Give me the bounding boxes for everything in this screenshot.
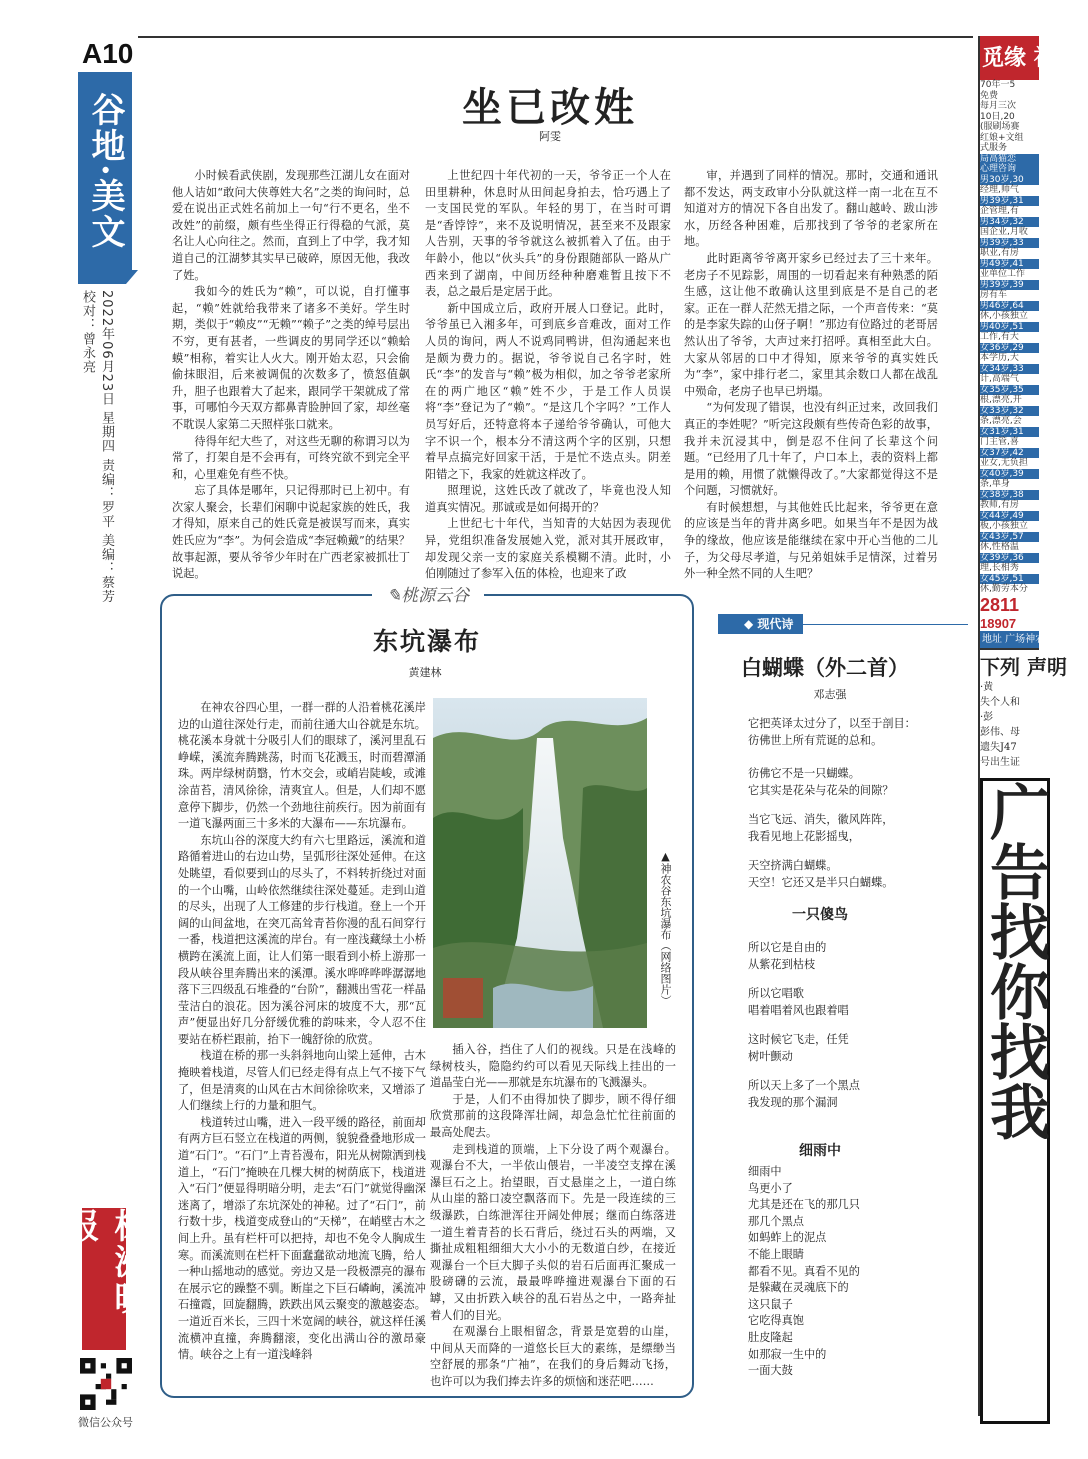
strip-ad-line: 职业,有房 — [980, 248, 1019, 258]
paragraph: 此时距离爷爷离开家乡已经过去了三十来年。老房子不见踪影，周围的一切看起来有种熟悉的陌生感，这让他不敢确认这里到底是不是自己的老家。正在一群人茫然无措之际，一个声音传来：“莫的是李家失踪的山伢子啊！”那边有位路过的老哥居然认出了爷爷，大声过来打招呼。真相至此大白。大家从邻居的口中才得知，原来爷爷的真实姓氏为“李”，家中排行老二，家里其余数口人都在战乱中殒命，老房子也早已坍塌。 — [684, 251, 938, 398]
newspaper-logo: 株洲晚报 — [82, 1208, 126, 1350]
strip-ad-line: 男34岁,32 — [980, 217, 1039, 228]
strip-ad-line: 工作,有大 — [980, 332, 1019, 342]
feature-column-2 — [430, 1042, 676, 1390]
strip-ad-line: 每月三次 — [980, 101, 1017, 111]
declaration-line: ·黄 — [980, 681, 994, 693]
poem-line: 如那寂一生中的 — [748, 1347, 827, 1361]
strip-ad-line: 休,性格温 — [980, 542, 1019, 552]
poem-line: 它吃得真饱 — [748, 1314, 804, 1328]
poem-line: 它其实是花朵与花朵的间隙？ — [748, 783, 894, 797]
strip-ad-line: 板,小孩独立 — [980, 521, 1028, 531]
poem-line: 肚皮隆起 — [748, 1330, 793, 1344]
paragraph: 我如今的姓氏为“赖”，可以说，自打懂事起，“赖”姓就给我带来了诸多不美好。学生时期，类似于“赖皮”“无赖”“赖子”之类的绰号层出不穷，更有甚者，一些调皮的男同学还以“赖蛤蟆”相称，着实让人火大。刚开始太忍，只会偷偷抹眼泪，后来被调侃的次数多了，愤怒值飙升，胆子也跟着大了起来，跟同学干架就成了常事，可哪怕今天双方都鼻青脸肿回了家，却丝毫不耽误人家第二天照样张口就来。 — [172, 285, 410, 431]
feature-column-1 — [178, 700, 426, 1364]
poem-title: 白蝴蝶（外二首） — [741, 655, 909, 680]
poem-line: 鸟更小了 — [748, 1181, 793, 1195]
strip-ad-line: (服刷场赛 — [980, 122, 1020, 132]
paragraph: 上世纪七十年代，当知青的大姑因为表现优异，党组织准备发展她入党，派对其开展政审，却发现父亲一支的家庭关系模糊不清。此时，小伯刚随过了参军入伍的体检，也迎来了政 — [425, 517, 671, 581]
article-column-3 — [684, 168, 938, 583]
strip-ad-line: 门主管,喜 — [980, 437, 1019, 447]
strip-ad-line: 教师,有房 — [980, 500, 1019, 510]
poem2-stanza — [748, 1078, 860, 1111]
paragraph: 在神农谷四心里，一群一群的人沿着桃花溪岸边的山道往深处行走，而前往通大山谷就是东坑。桃花溪本身就十分吸引人们的眼球了，溪河里乱石峥嵘，溪流奔腾跳荡，时而飞花溅玉，时而碧潭涌珠。两岸绿树荫翳，竹木交会，或峭岩陡峻，或滩涂苗苔，清风徐徐，清爽宜人。但是，人们却不愿意停下脚步，仍然一个劲地往前疾行。因为前面有一道飞瀑两面三十多米的大瀑布——东坑瀑布。 — [178, 701, 426, 831]
poem-author: 邓志强 — [813, 688, 847, 701]
poem1-stanza — [748, 766, 893, 799]
strip-ad-line: 男39岁,33 — [980, 238, 1039, 249]
declaration-line: ·彭 — [980, 711, 994, 723]
banner-label: 桃源云谷 — [401, 586, 470, 606]
qr-label: 微信公众号 — [78, 1416, 133, 1429]
strip-ad-line: 男39岁,39 — [980, 280, 1039, 291]
article-column-1 — [172, 168, 410, 583]
strip-ad-line: 休,勤劳本分 — [980, 584, 1028, 594]
strip-ad-line: 业单位工作 — [980, 269, 1026, 279]
strip-ad-line: 计,高端气 — [980, 374, 1019, 384]
waterfall-photo — [433, 698, 647, 1028]
poetry-tag — [718, 614, 803, 634]
strip-ad-line: 女35岁,35 — [980, 385, 1039, 396]
poem-line: 这时候它飞走，任凭 — [748, 1033, 849, 1046]
poem-line: 一面大鼓 — [748, 1364, 793, 1378]
strip-ad-line: 女38岁,38 — [980, 490, 1039, 501]
poem2-stanza — [748, 986, 849, 1019]
article-title: 坐已改姓 — [462, 84, 638, 131]
declaration-line: 号出生证 — [980, 756, 1020, 768]
poem1-stanza — [748, 858, 893, 891]
declaration-line: 彭伟、母 — [980, 726, 1020, 738]
paragraph: 东坑山谷的深度大约有六七里路远，溪流和道路循着进山的右边山势，呈弧形往深处延伸。在这处眺望，看似要到山的尽头了，不料转折绕过对面的一个山嘴，山岭依然继续往深处蔓延。走到山道的尽头，出现了人工修建的步行栈道。登上一个开阔的山间盆地，在突兀高耸青苔你漫的乱石间穿行一番，栈道把这溪流的岸台。有一座浅藏绿土小桥横跨在溪流上面，让人们第一眼看到小桥上游那一段从峡谷里奔腾出来的溪潭。溪水哗哗哗哗潺潺地落下三四级乱石堆叠的“台阶”，翻溅出雪花一样晶莹洁白的浪花。因为溪谷河床的坡度不大，那“瓦声”便显出好几分舒缓优雅的韵味来，令人忍不住要站在桥栏跟前，抬下一魄舒徐的欣赏。 — [178, 833, 426, 1046]
paragraph: 于是，人们不由得加快了脚步，顾不得仔细欣赏那前的这段降浑壮阔，却急急忙忙往前面的最高处爬去。 — [430, 1092, 676, 1139]
strip-phone-1: 2811 — [980, 594, 1020, 615]
poem-line: 那几个黑点 — [748, 1214, 804, 1228]
top-rule — [138, 36, 973, 38]
poem-line: 是躲藏在灵魂底下的 — [748, 1281, 849, 1295]
strip-ad-line: 经理,帅气 — [980, 185, 1019, 195]
declaration-line: 遗失J47 — [980, 741, 1017, 753]
poem1-stanza — [748, 812, 893, 845]
strip-ad-line: 心理咨询 — [980, 164, 1039, 175]
poetry-tag-icon: ◆ — [744, 617, 758, 631]
poem1-stanza — [748, 716, 916, 749]
book-banner-icon: ✎ — [386, 586, 402, 606]
poem2-stanza — [748, 940, 826, 973]
strip-phone-2: 18907 — [980, 615, 1017, 631]
photo-caption: ▲神农谷东坑瀑布（网络图片） — [659, 850, 672, 1006]
strip-ad-line: 本学历,大 — [980, 353, 1019, 363]
strip-ad-line: 条,漂亮,会 — [980, 416, 1022, 426]
strip-ad-line: 70年一5 — [980, 80, 1016, 90]
article-author: 阿雯 — [539, 130, 561, 143]
strip-ad-line: 房有车 — [980, 290, 1008, 300]
qr-code-icon[interactable] — [80, 1358, 132, 1410]
poetry-tag-label: 现代诗 — [757, 617, 794, 631]
paragraph: 栈道转过山嘴，进入一段平缓的路径，前面却有两方巨石竖立在栈道的两侧，貌貌叠叠地形成一道“石门”。“石门”上青苔漫布，阳光从树隙洒到栈道上，“石门”掩映在几棵大树的树荫底下，栈道进入“石门”便显得明暗分明，走去“石门”就觉得幽深迷离了，增添了东坑深处的神秘。过了“石门”，前行数十步，栈道变成登山的“天梯”，在峭壁古木之间上升。虽有栏杆可以把持，却也不免令人胸成生寒。而溪流则在栏杆下面蠢蠢欲动地流飞腾，给人一种山摇地动的感觉。旁边又是一段极漂亮的瀑布在展示它的躁整不驯。断崖之下巨石嶙峋，溪流冲石撞霞，回旋翻腾，跌跌出风云聚变的激越姿态。一道近百米长，三四十米宽阔的峡谷，就这样任溪流横冲直撞，奔腾翻滚，变化出满山谷的激昂豪情。峡谷之上有一道浅峰斜 — [178, 1115, 426, 1362]
strip-ad-line: 休,小孩独立 — [980, 311, 1028, 321]
strip-ad-line: 女45岁,51 — [980, 574, 1039, 585]
paragraph: “为何发现了错误，也没有纠正过来，改回我们真正的李姓呢？”听完这段颇有些传奇色彩的故事，我并未沉浸其中，倒是忍不住问了长辈这个问题。“已经用了几十年了，户口本上，表的资料上都是用的赖，用惯了就懒得改了。”大家都觉得这不是个问题，习惯就好。 — [684, 401, 938, 498]
strip-ad-line: 局高猫恋 — [980, 154, 1039, 165]
strip-ad-line: 免费 — [980, 90, 999, 101]
paragraph: 忘了具体是哪年，只记得那时已上初中。有次家人聚会，长辈们闲聊中说起家族的姓氏，我才得知，原来自己的姓氏竟是被误写而来，真实姓氏应为“李”。为何会造成“李冠赖戴”的结果？故事起源，要从爷爷少年时在广西老家被抓壮丁说起。 — [172, 484, 410, 581]
classified-strip — [980, 36, 1088, 1416]
strip-ad-line: 企管理,有 — [980, 206, 1019, 216]
paragraph: 在观瀑台上眼相留念，背景是宽碧的山崖，中间从天而降的一道悠长巨大的素练，是缥缈当空舒展的那条“广袖”，在我们的身后舞动飞扬，也许可以为我们捧去许多的烦恼和迷茫吧…… — [430, 1325, 676, 1388]
paragraph: 上世纪四十年代初的一天，爷爷正一个人在田里耕种，休息时从田间起身拍去，恰巧遇上了一支国民党的军队。年轻的男丁，在当时可谓是“香饽饽”，来不及说明情况，甚至来不及跟家人告别，天事的爷爷就这么被抓着入了伍。由于年龄小，他以“伙头兵”的身份跟随部队一路从广西来到了湖南，中间历经种种磨难暂且按下不表，总之最后是定居于此。 — [425, 169, 671, 299]
poem-line: 所以它唱歌 — [748, 987, 804, 1000]
strip-ad-line: 女43岁,57 — [980, 532, 1039, 543]
strip-declaration-title: 下列 声明 — [980, 648, 1039, 680]
strip-declaration-body — [980, 680, 1039, 770]
strip-big-ad: 广告找你找我 — [980, 778, 1050, 1424]
paragraph: 栈道在桥的那一头斜斜地向山梁上延伸，古木掩映着栈道，尽管人们已经走得有点上气不接下气了，但是清爽的山风在古木间徐徐吹来，又增添了人们继续上行的力量和胆气。 — [178, 1049, 426, 1113]
paragraph: 小时候看武侠剧，发现那些江湖儿女在面对他人诘如“敢问大侠尊姓大名”之类的询问时，总爱在说出正式姓名前加上一句“行不更名，坐不改姓”的前缀，颇有些坐得正行得稳的气派，莫名让人心向往之。然而，直到上了中学，我才知道自己的江湖梦其实早已破碎，原因无他，我改了姓。 — [172, 169, 410, 282]
strip-head: 觅缘 神农 — [980, 36, 1039, 80]
strip-ad-line: 女31岁,31 — [980, 427, 1039, 438]
poem-line: 我看见地上花影摇曳， — [748, 829, 860, 843]
poem-line: 这只鼠子 — [748, 1297, 793, 1311]
strip-ad-line: 国企业,月收 — [980, 227, 1028, 237]
poem-line: 彷佛世上所有荒诞的总和。 — [748, 733, 883, 747]
poem-line: 尤其是还在飞的那几只 — [748, 1198, 860, 1212]
poem-line: 细雨中 — [748, 1165, 782, 1178]
poem-line: 唱着唱着风也跟着唱 — [748, 1003, 849, 1017]
strip-ad-line: 男40岁,51 — [980, 322, 1039, 333]
poem-line: 彷佛它不是一只蝴蝶。 — [748, 767, 860, 780]
paragraph: 有时候想想，与其他姓氏比起来，爷爷更在意的应该是当年的背井离乡吧。如果当年不是因为战争的缘故，他应该是能继续在家中开心当他的二儿子，为父母尽孝道，与兄弟姐妹手足情深，过着另外一种全然不同的人生吧？ — [684, 500, 938, 581]
poem-line: 当它飞远、消失，徽风阵阵， — [748, 813, 894, 826]
strip-address: 地址 广场神农 面右边新 — [980, 631, 1039, 648]
strip-lines — [980, 80, 1039, 595]
poem-line: 树叶颤动 — [748, 1049, 793, 1063]
poem2-title: 一只傻鸟 — [792, 907, 848, 923]
poem-line: 如蚂蚱上的泥点 — [748, 1231, 827, 1245]
strip-ad-line: 业女,无负担 — [980, 458, 1028, 468]
poem-line: 天空挤满白蝴蝶。 — [748, 859, 838, 872]
strip-ad-line: 女39岁,36 — [980, 553, 1039, 564]
poem-line: 它把英译太过分了，以至于剖目： — [748, 717, 916, 730]
poem-line: 所以它是自由的 — [748, 941, 827, 954]
poem-line: 不能上眼睛 — [748, 1247, 804, 1261]
paragraph: 待得年纪大些了，对这些无聊的称谓习以为常了，打架自是不会再有，可终究欲不到完全平和，心里难免有些不快。 — [172, 434, 410, 481]
poem3-title: 细雨中 — [799, 1143, 841, 1159]
section-title: 谷地·美文 — [78, 72, 132, 270]
strip-ad-line: 男39岁,31 — [980, 196, 1039, 207]
declaration-line: 失个人和 — [980, 696, 1020, 708]
strip-ad-line: 根,漂亮,开 — [980, 395, 1022, 405]
paragraph: 走到栈道的顶端，上下分设了两个观瀑台。观瀑台不大，一半依山偎岩，一半凌空支撑在溪瀑巨石之上。抬望眼，百丈悬崖之上，一道白练从山崖的豁口凌空飘落而下。先是一段连续的三级瀑跌，白练泄浑往开阔处伸展；继而白练落进一道生着青苔的长石背后，绕过石头的两端，又撕扯成粗粗细细大大小小的无数道白纱，在接近观瀑台一个巨大脚子头似的岩石后面再汇聚成一股磅礴的云流，最最哗哗撞进观瀑台下面的石罅，又由折跌入峡谷的乱石岩丛之中，一路奔扯着人们的目光。 — [430, 1142, 676, 1322]
feature-title: 东坑瀑布 — [372, 627, 481, 656]
article-column-2 — [425, 168, 671, 583]
date-editor-line: 2022年06月23日 星期四 责编：罗平 美编：蔡芳 校对：曾永亮 — [80, 290, 114, 604]
strip-ad-line: 男46岁,64 — [980, 301, 1039, 312]
strip-ad-line: 理,长相秀 — [980, 563, 1019, 573]
strip-ad-line: 条,单身 — [980, 479, 1010, 489]
strip-ad-line: 10日,20 — [980, 111, 1015, 122]
poem2-stanza — [748, 1032, 849, 1065]
strip-ad-line: 红娘+文组 — [980, 132, 1024, 143]
strip-ad-line: 女37岁,42 — [980, 448, 1039, 459]
strip-ad-line: 男49岁,41 — [980, 259, 1039, 270]
poem3-stanza — [748, 1164, 860, 1380]
page-number: A10 — [82, 38, 134, 69]
paragraph: 审，并遇到了同样的情况。那时，交通和通讯都不发达，两支政审小分队就这样一南一北在互不知道对方的情况下各自出发了。翻山越岭、跋山涉水，历经各种困难，后那找到了爷爷的老家所在地。 — [684, 169, 938, 249]
strip-ad-line: 女40岁,39 — [980, 469, 1039, 480]
strip-ad-line: 女33岁,32 — [980, 406, 1039, 417]
strip-ad-line: 女34岁,33 — [980, 364, 1039, 375]
strip-ad-line: 女44岁,49 — [980, 511, 1039, 522]
poem-line: 天空！它还又是半只白蝴蝶。 — [748, 875, 894, 889]
paragraph: 插入谷，挡住了人们的视线。只是在浅峰的绿树枝头，隐隐约约可以看见天际线上挂出的一道晶莹白光——那就是东坑瀑布的飞溅瀑头。 — [430, 1043, 676, 1090]
poem-line: 所以天上多了一个黑点 — [748, 1079, 860, 1092]
poem-line: 我发现的那个漏洞 — [748, 1095, 838, 1109]
feature-banner — [372, 582, 484, 610]
paragraph: 照理说，这姓氏改了就改了，毕竟也没人知道真实情况。那诚或是如何揭开的？ — [425, 484, 671, 514]
paragraph: 新中国成立后，政府开展人口登记。此时，爷爷虽已入湘多年，可到底乡音难改，面对工作人员的询问，两人不说鸡同鸭讲，但沟通起来也是颇为费力的。据说，爷爷说自己名字时，姓氏“李”的发音与“赖”极为相似，加之爷爷老家所在的两广地区“赖”姓不少，于是工作人员误将“李”登记为了“赖”。“是这几个字吗？”工作人员写好后，还特意将本子递给爷爷确认，可他大字不识一个，根本分不清这两个字的区别，只想着早点搞完好回家干活，于是忙不迭点头。阴差阳错之下，我家的姓就这样改了。 — [425, 301, 671, 481]
section-slash-decoration — [78, 270, 138, 284]
strip-ad-line: 男30岁,30 — [980, 175, 1039, 186]
poem-line: 都看不见。真看不见的 — [748, 1264, 860, 1278]
poem-line: 从紫花到枯枝 — [748, 957, 816, 971]
strip-ad-line: 女36岁,29 — [980, 343, 1039, 354]
strip-ad-line: 式服务 — [980, 143, 1008, 153]
feature-author: 黄建林 — [408, 666, 442, 679]
